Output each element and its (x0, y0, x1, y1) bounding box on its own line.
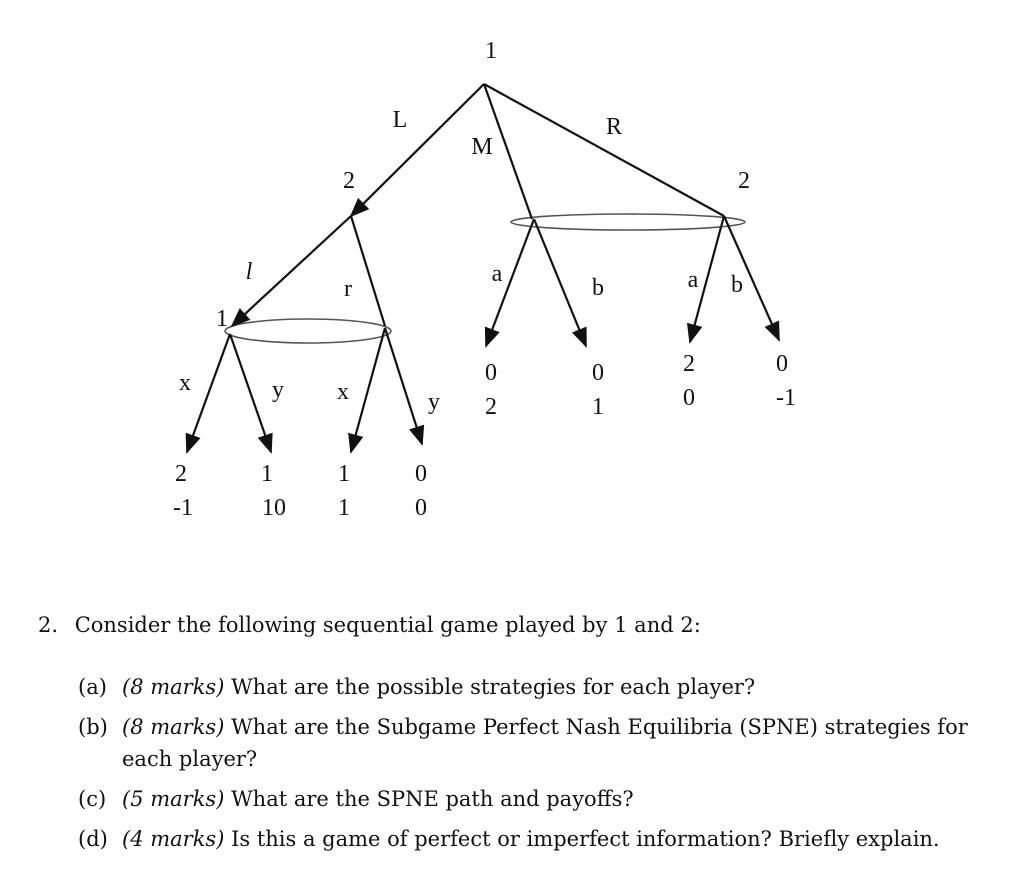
part-text: What are the Subgame Perfect Nash Equilibria (SPNE) strategies for each player? (122, 715, 968, 771)
move-M-label: M (471, 134, 493, 160)
edge-R (484, 84, 724, 216)
move-L-label: L (392, 107, 408, 133)
payoff-Mb (592, 360, 604, 420)
part-marks: (4 marks) (122, 827, 225, 851)
edge-L (351, 84, 484, 216)
part-marks: (8 marks) (122, 715, 225, 739)
move-a2-label: a (687, 267, 699, 293)
question-number: 2. (38, 613, 59, 637)
payoff-value: -1 (173, 495, 193, 521)
payoff-value: 1 (338, 461, 350, 487)
payoff-yr (415, 461, 427, 521)
payoff-yl (261, 461, 286, 521)
payoff-value: 0 (776, 351, 788, 377)
part-text: Is this a game of perfect or imperfect information? Briefly explain. (231, 827, 940, 851)
payoff-value: 1 (338, 495, 350, 521)
payoff-value: 0 (485, 360, 497, 386)
question-part-a (78, 671, 988, 703)
move-R-label: R (605, 114, 623, 140)
move-x1-label: x (179, 370, 191, 396)
root-player-label: 1 (485, 38, 497, 64)
payoff-Rb (776, 351, 796, 411)
payoff-xl (173, 461, 193, 521)
move-a1-label: a (491, 261, 503, 287)
payoff-value: 2 (175, 461, 187, 487)
part-letter: (b) (78, 715, 108, 739)
part-marks: (5 marks) (122, 787, 225, 811)
payoff-value: 2 (683, 351, 695, 377)
player2-right-label: 2 (738, 168, 750, 194)
payoff-value: 10 (262, 495, 286, 521)
payoff-value: 0 (592, 360, 604, 386)
payoff-value: 1 (592, 394, 604, 420)
part-letter: (d) (78, 827, 108, 851)
part-letter: (a) (78, 675, 107, 699)
edge-y1 (230, 334, 271, 452)
question-heading (38, 613, 701, 637)
question-part-d (78, 823, 988, 855)
payoff-value: 0 (415, 461, 427, 487)
edge-b1 (534, 219, 586, 346)
question-parts (78, 671, 988, 863)
edge-x2 (351, 328, 385, 452)
part-marks: (8 marks) (122, 675, 225, 699)
question-part-c (78, 783, 988, 815)
payoff-Ra (683, 351, 695, 411)
edge-x1 (187, 334, 230, 452)
part-text: What are the SPNE path and payoffs? (231, 787, 634, 811)
edge-r (351, 216, 385, 326)
move-x2-label: x (337, 379, 349, 405)
payoff-value: 1 (261, 461, 273, 487)
question-text: Consider the following sequential game played by 1 and 2: (74, 613, 701, 637)
payoff-value: 2 (485, 394, 497, 420)
part-letter: (c) (78, 787, 107, 811)
payoff-xr (338, 461, 350, 521)
player2-left-label: 2 (343, 168, 355, 194)
payoff-value: 0 (415, 495, 427, 521)
part-text: What are the possible strategies for each player? (231, 675, 756, 699)
move-b1-label: b (592, 275, 604, 301)
info-set-player1 (225, 319, 391, 343)
edge-y2 (385, 328, 422, 444)
move-y2-label: y (428, 389, 440, 415)
payoff-Ma (485, 360, 497, 420)
payoff-value: -1 (776, 385, 796, 411)
move-b2-label: b (731, 272, 743, 298)
question-part-b (78, 711, 988, 775)
player1-info-label: 1 (216, 306, 228, 332)
move-r-label: r (344, 276, 352, 302)
payoff-value: 0 (683, 385, 695, 411)
move-y1-label: y (272, 377, 284, 403)
move-l-label: l (245, 259, 253, 285)
info-set-player2 (511, 214, 745, 230)
